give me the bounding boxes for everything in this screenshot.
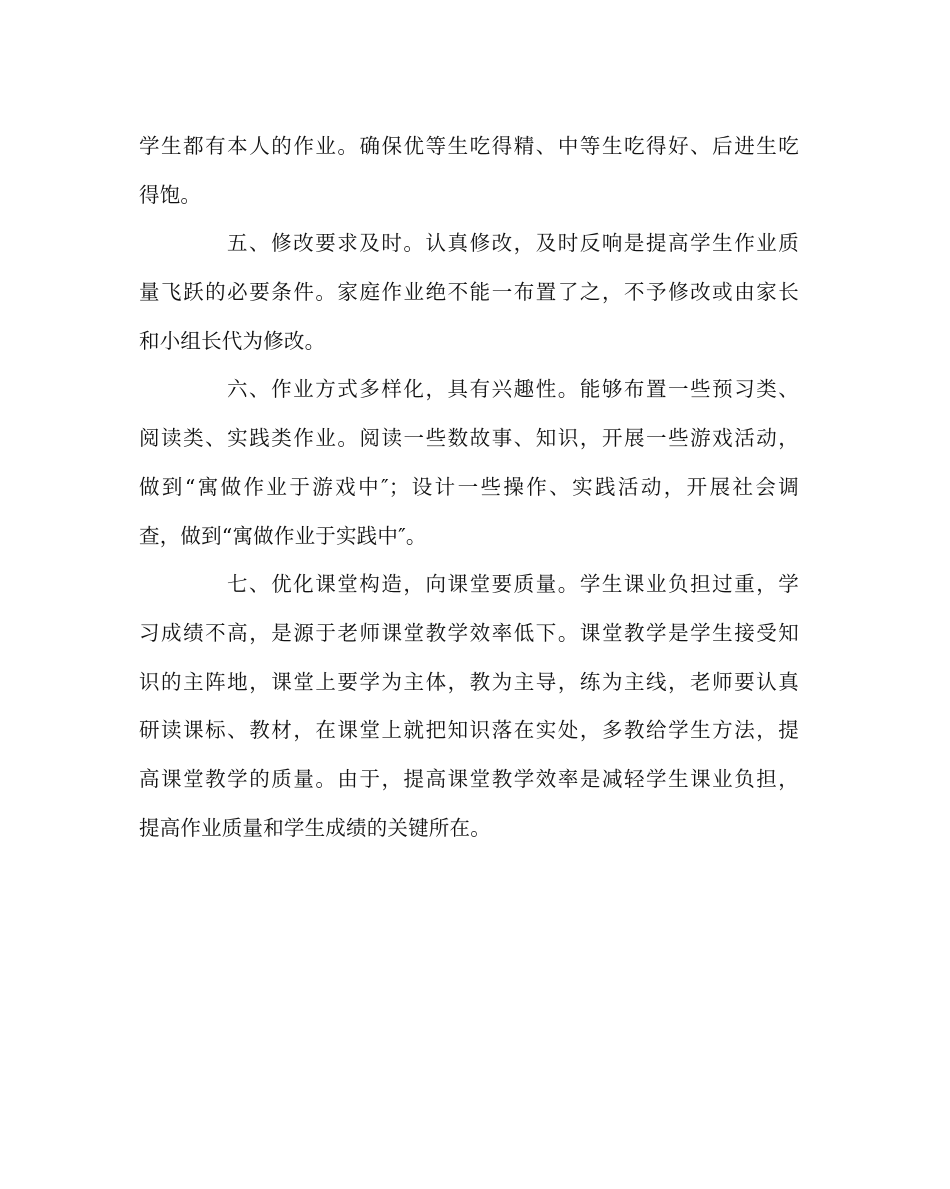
text-line: 做到“寓做作业于游戏中″；设计一些操作、实践活动，开展社会调 xyxy=(139,474,799,499)
text-line: 七、优化课堂构造，向课堂要质量。学生课业负担过重，学 xyxy=(227,572,799,597)
text-line: 量飞跃的必要条件。家庭作业绝不能一布置了之，不予修改或由家长 xyxy=(139,280,799,305)
text-line: 五、修改要求及时。认真修改，及时反响是提高学生作业质 xyxy=(227,231,799,256)
text-line: 和小组长代为修改。 xyxy=(139,328,326,353)
text-line: 识的主阵地，课堂上要学为主体，教为主导，练为主线，老师要认真 xyxy=(139,669,799,694)
text-line: 提高作业质量和学生成绩的关键所在。 xyxy=(139,815,491,840)
text-line: 高课堂教学的质量。由于，提高课堂教学效率是减轻学生课业负担， xyxy=(139,766,799,791)
text-line: 得饱。 xyxy=(139,182,202,207)
paragraph xyxy=(139,122,799,219)
text-line: 研读课标、教材，在课堂上就把知识落在实处，多教给学生方法，提 xyxy=(139,718,799,743)
document-body xyxy=(139,122,799,852)
text-line: 习成绩不高，是源于老师课堂教学效率低下。课堂教学是学生接受知 xyxy=(139,620,799,645)
text-line: 阅读类、实践类作业。阅读一些数故事、知识，开展一些游戏活动， xyxy=(139,426,799,451)
text-line: 学生都有本人的作业。确保优等生吃得精、中等生吃得好、后进生吃 xyxy=(139,134,799,158)
paragraph xyxy=(139,219,799,365)
paragraph xyxy=(139,560,799,852)
paragraph xyxy=(139,365,799,560)
text-line: 六、作业方式多样化，具有兴趣性。能够布置一些预习类、 xyxy=(227,377,799,402)
text-line: 查，做到“寓做作业于实践中″。 xyxy=(139,523,427,548)
